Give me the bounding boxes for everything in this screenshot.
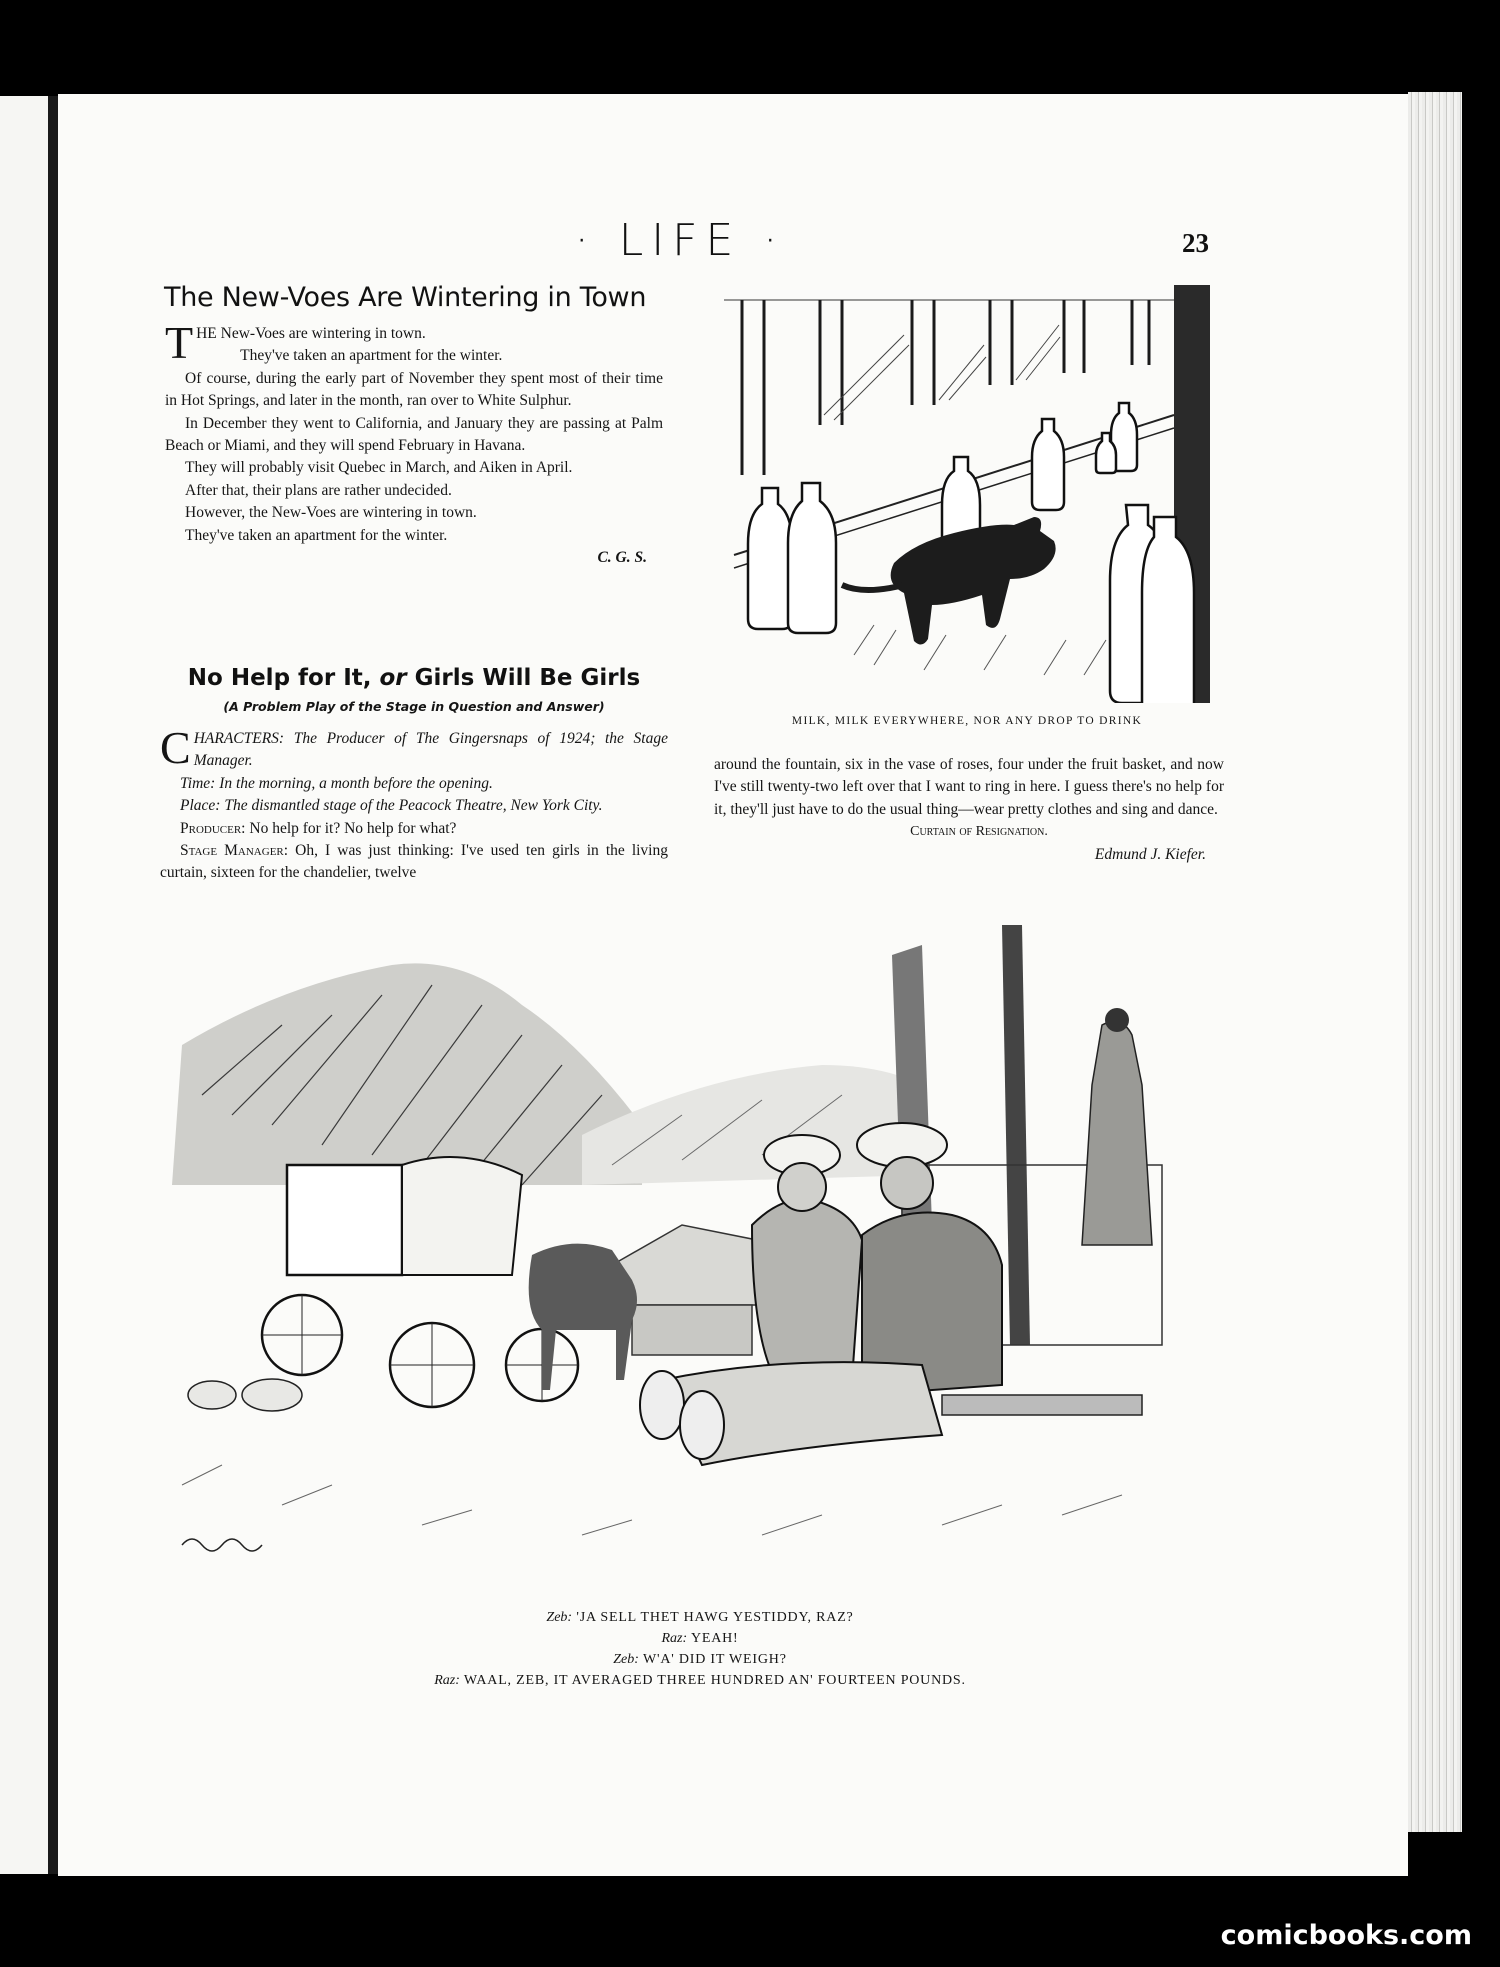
page-number: 23 xyxy=(1182,228,1209,258)
story1-title: The New-Voes Are Wintering in Town xyxy=(164,282,647,313)
dialogue-line: Zeb: W'A' DID IT WEIGH? xyxy=(613,1652,787,1667)
story1-dropcap: T xyxy=(165,317,194,368)
cartoon2-caption xyxy=(300,1607,1100,1691)
story1-paragraph: After that, their plans are rather undecided. xyxy=(185,481,452,499)
masthead: · LIFE · xyxy=(574,215,786,266)
dialogue-line: Zeb: 'JA SELL THET HAWG YESTIDDY, RAZ? xyxy=(546,1610,854,1625)
story1-body xyxy=(165,317,663,569)
story1-paragraph: They've taken an apartment for the winter. xyxy=(185,526,448,544)
cartoon-cat-milk-bottles xyxy=(724,285,1210,703)
story1-paragraph: However, the New-Voes are wintering in town. xyxy=(185,504,477,522)
story2-ending: Curtain of Resignation. xyxy=(910,824,1048,840)
cartoon-mountain-porch-scene xyxy=(162,925,1220,1607)
left-page-edge xyxy=(0,96,52,1874)
page-edges xyxy=(1408,92,1462,1832)
book-spine xyxy=(48,96,58,1874)
story1-paragraph: In December they went to California, and January they are passing at Palm Beach or Miami, and they will spend February in Havana. xyxy=(165,414,663,455)
story1-paragraph: They've taken an apartment for the winter. xyxy=(240,347,503,365)
dialogue-line: Raz: YEAH! xyxy=(661,1631,739,1646)
stage-manager-line: Stage Manager: Oh, I was just thinking: I've used ten girls in the living curtain, sixteen for the chandelier, twelve xyxy=(160,842,668,882)
story2-body xyxy=(160,722,668,885)
story2-author: Edmund J. Kiefer. xyxy=(1094,845,1206,863)
story1-paragraph: Of course, during the early part of November they spent most of their time in Hot Springs, and later in the month, ran over to White Sulphur. xyxy=(165,369,663,410)
characters-paragraph: CHARACTERS: The Producer of The Gingersnaps of 1924; the Stage Manager. xyxy=(160,722,668,773)
story2-continuation xyxy=(714,754,1224,866)
producer-line: Producer: No help for it? No help for what? xyxy=(180,819,457,837)
story1-signature: C. G. S. xyxy=(597,549,647,567)
time-paragraph: Time: In the morning, a month before the opening. xyxy=(180,774,493,792)
watermark: comicbooks.com xyxy=(1220,1920,1472,1951)
cartoon1-caption: MILK, MILK EVERYWHERE, NOR ANY DROP TO DRINK xyxy=(791,715,1143,727)
story1-paragraph: They will probably visit Quebec in March, and Aiken in April. xyxy=(185,459,573,477)
story1-paragraph: THE New-Voes are wintering in town. xyxy=(165,317,426,368)
story2-subtitle: (A Problem Play of the Stage in Question and Answer) xyxy=(223,699,605,714)
story2-dropcap: C xyxy=(160,722,191,773)
place-paragraph: Place: The dismantled stage of the Peacock Theatre, New York City. xyxy=(180,797,603,815)
story2-title: No Help for It, or Girls Will Be Girls xyxy=(187,665,641,691)
dialogue-line: Raz: WAAL, ZEB, IT AVERAGED THREE HUNDRED AN' FOURTEEN POUNDS. xyxy=(434,1673,966,1688)
continuation-paragraph: around the fountain, six in the vase of roses, four under the fruit basket, and now I've still twenty-two left over that I want to ring in here. I guess there's no help for it, they'll just have to do the usual thing—wear pretty clothes and sing and dance. xyxy=(714,756,1224,818)
